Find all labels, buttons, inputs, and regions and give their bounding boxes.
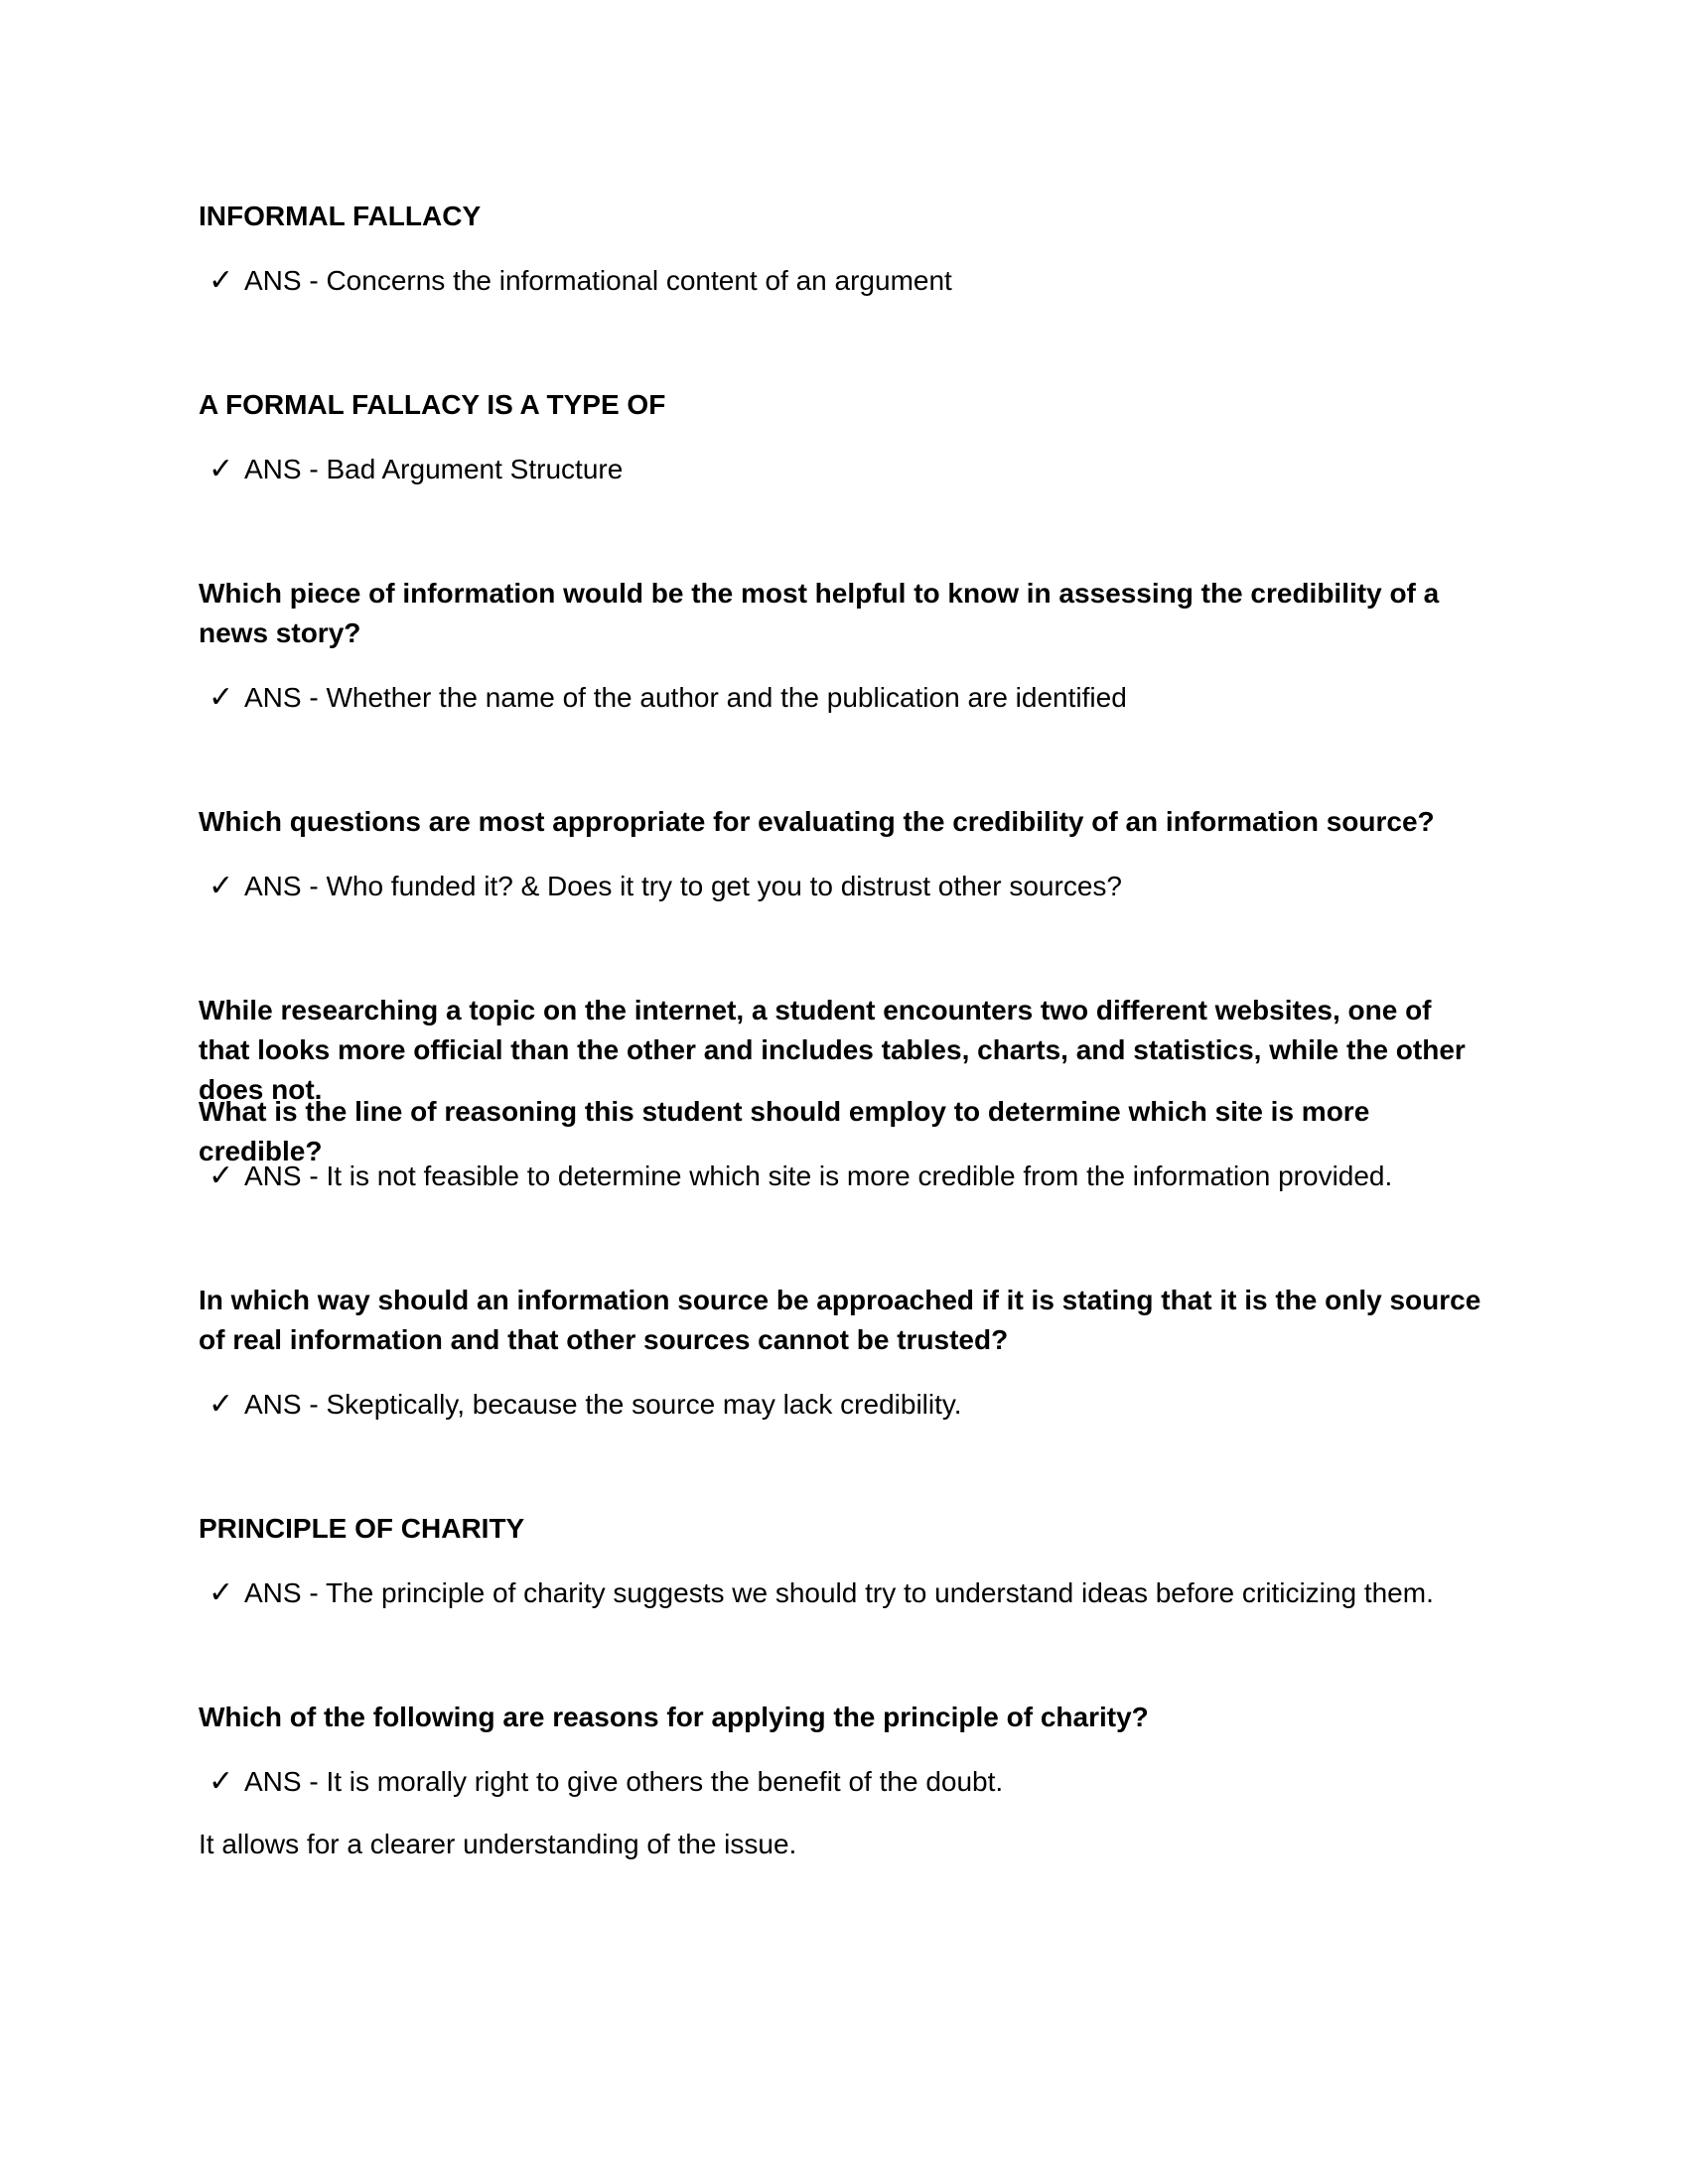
- checkmark-icon: ✓: [209, 870, 234, 902]
- question-5-continued: What is the line of reasoning this student should employ to determine which site is more credible?: [199, 1096, 1370, 1166]
- answer-3: [209, 678, 1499, 718]
- checkmark-icon: ✓: [209, 1765, 234, 1798]
- checkmark-icon: ✓: [209, 681, 234, 714]
- answer-7: [209, 1573, 1499, 1613]
- answer-text: ANS - Who funded it? & Does it try to get you to distrust other sources?: [244, 871, 1122, 901]
- checkmark-icon: ✓: [209, 1388, 234, 1421]
- question-1: INFORMAL FALLACY: [199, 201, 482, 231]
- question-2: A FORMAL FALLACY IS A TYPE OF: [199, 389, 666, 420]
- checkmark-icon: ✓: [209, 453, 234, 485]
- question-7: PRINCIPLE OF CHARITY: [199, 1513, 525, 1544]
- answer-text: ANS - The principle of charity suggests we should try to understand ideas before criticizing them.: [244, 1577, 1434, 1608]
- answer-5: [209, 1157, 1499, 1196]
- question-8: Which of the following are reasons for applying the principle of charity?: [199, 1702, 1149, 1732]
- answer-text: ANS - Bad Argument Structure: [244, 454, 624, 484]
- answer-text: ANS - Skeptically, because the source may lack credibility.: [244, 1389, 962, 1420]
- answer-8: [209, 1762, 1499, 1802]
- answer-4: [209, 867, 1499, 906]
- question-3: Which piece of information would be the most helpful to know in assessing the credibility of a news story?: [199, 578, 1440, 648]
- answer-8-extra: It allows for a clearer understanding of the issue.: [199, 1829, 797, 1859]
- answer-text: ANS - Concerns the informational content of an argument: [244, 265, 952, 296]
- checkmark-icon: ✓: [209, 1576, 234, 1609]
- checkmark-icon: ✓: [209, 264, 234, 297]
- answer-text: ANS - Whether the name of the author and the publication are identified: [244, 682, 1127, 713]
- answer-text: ANS - It is not feasible to determine which site is more credible from the information provided.: [244, 1160, 1393, 1191]
- question-5: While researching a topic on the internet, a student encounters two different websites, one of that looks more official than the other and includes tables, charts, and statistics, while the other does not.: [199, 995, 1466, 1105]
- answer-2: [209, 450, 1499, 489]
- checkmark-icon: ✓: [209, 1160, 234, 1192]
- answer-text: ANS - It is morally right to give others the benefit of the doubt.: [244, 1766, 1004, 1797]
- question-6: In which way should an information source be approached if it is stating that it is the only source of real information and that other sources cannot be trusted?: [199, 1285, 1481, 1355]
- answer-6: [209, 1385, 1499, 1425]
- answer-1: [209, 261, 1499, 301]
- question-4: Which questions are most appropriate for evaluating the credibility of an information source?: [199, 806, 1435, 837]
